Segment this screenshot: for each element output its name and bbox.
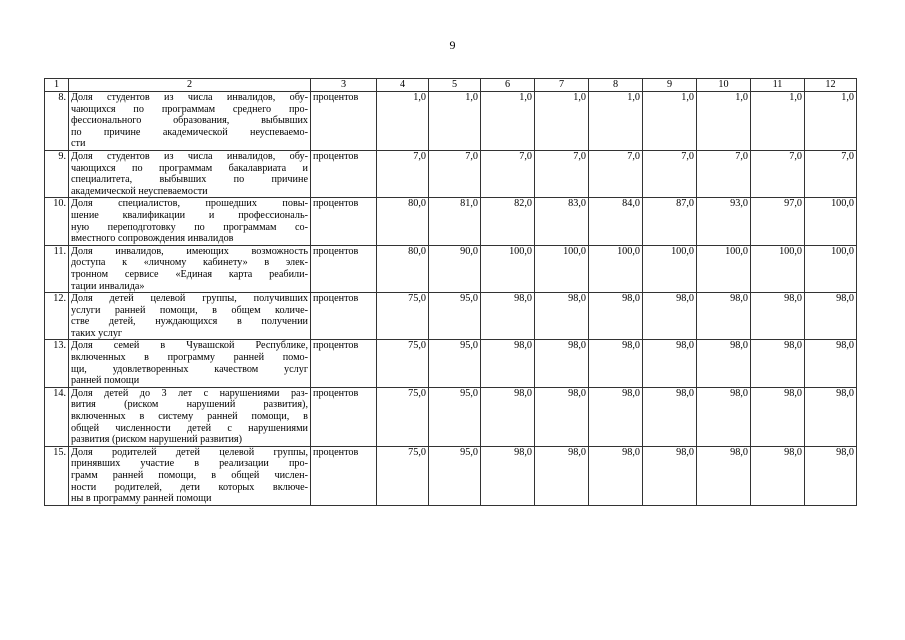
indicator-name-line: Доля детей до 3 лет с нарушениями раз- (71, 387, 308, 399)
table-row (45, 198, 857, 245)
indicator-name-line: грамм ранней помощи, в общей числен- (71, 470, 308, 481)
indicator-name-line: развития (риском нарушений развития) (71, 434, 243, 446)
header-cell: 6 (481, 79, 535, 92)
value-cell: 98,0 (643, 446, 697, 505)
value-cell: 1,0 (643, 92, 697, 151)
indicator-name (69, 245, 311, 292)
value-cell: 97,0 (751, 198, 805, 245)
indicator-name-line: ранней помощи (71, 375, 140, 387)
value-cell: 98,0 (589, 293, 643, 340)
value-cell: 98,0 (535, 340, 589, 387)
indicator-name (69, 387, 311, 446)
value-cell: 95,0 (429, 293, 481, 340)
indicator-name (69, 150, 311, 197)
indicator-name (69, 446, 311, 505)
header-cell: 8 (589, 79, 643, 92)
value-cell: 98,0 (481, 340, 535, 387)
indicator-name-line: стве детей, нуждающихся в получении (71, 316, 308, 328)
value-cell: 100,0 (589, 245, 643, 292)
value-cell: 98,0 (481, 293, 535, 340)
row-number: 12. (45, 293, 69, 340)
indicator-name-line: включенных в программу ранней помо- (71, 352, 308, 364)
value-cell: 7,0 (377, 150, 429, 197)
value-cell: 7,0 (535, 150, 589, 197)
value-cell: 1,0 (429, 92, 481, 151)
indicator-name-line: сти (71, 138, 86, 150)
value-cell: 1,0 (377, 92, 429, 151)
indicator-name-line: ную переподготовку по программам со- (71, 221, 308, 233)
value-cell: 1,0 (481, 92, 535, 151)
indicator-name-line: тации инвалида» (71, 280, 145, 292)
value-cell: 98,0 (697, 446, 751, 505)
value-cell: 7,0 (429, 150, 481, 197)
value-cell: 100,0 (643, 245, 697, 292)
value-cell: 82,0 (481, 198, 535, 245)
value-cell: 95,0 (429, 446, 481, 505)
value-cell: 87,0 (643, 198, 697, 245)
value-cell: 98,0 (643, 387, 697, 446)
row-number: 11. (45, 245, 69, 292)
indicator-name-line: Доля студентов из числа инвалидов, обу- (71, 92, 308, 103)
table-row (45, 387, 857, 446)
table-row (45, 446, 857, 505)
indicators-table (44, 78, 857, 506)
indicator-name-line: Доля детей целевой группы, получивших (71, 293, 308, 305)
header-cell: 4 (377, 79, 429, 92)
value-cell: 7,0 (751, 150, 805, 197)
indicator-name-line: фессионального образования, выбывших (71, 115, 308, 127)
header-row (45, 79, 857, 92)
value-cell: 98,0 (751, 446, 805, 505)
indicator-name (69, 293, 311, 340)
table-row (45, 340, 857, 387)
value-cell: 100,0 (697, 245, 751, 292)
row-number: 9. (45, 150, 69, 197)
unit-cell: процентов (311, 340, 377, 387)
value-cell: 90,0 (429, 245, 481, 292)
value-cell: 98,0 (535, 446, 589, 505)
unit-cell: процентов (311, 446, 377, 505)
value-cell: 98,0 (751, 293, 805, 340)
value-cell: 75,0 (377, 340, 429, 387)
value-cell: 98,0 (751, 340, 805, 387)
value-cell: 80,0 (377, 245, 429, 292)
row-number: 13. (45, 340, 69, 387)
header-cell: 10 (697, 79, 751, 92)
value-cell: 98,0 (805, 293, 857, 340)
indicator-name-line: академической неуспеваемости (71, 185, 208, 197)
value-cell: 7,0 (697, 150, 751, 197)
row-number: 15. (45, 446, 69, 505)
value-cell: 75,0 (377, 387, 429, 446)
indicator-name-line: ны в программу ранней помощи (71, 493, 212, 505)
value-cell: 7,0 (481, 150, 535, 197)
value-cell: 7,0 (589, 150, 643, 197)
header-cell: 2 (69, 79, 311, 92)
value-cell: 98,0 (697, 293, 751, 340)
value-cell: 1,0 (589, 92, 643, 151)
value-cell: 98,0 (643, 340, 697, 387)
indicator-name-line: чающихся по программам бакалавриата и (71, 162, 308, 174)
value-cell: 98,0 (535, 293, 589, 340)
value-cell: 95,0 (429, 387, 481, 446)
unit-cell: процентов (311, 245, 377, 292)
value-cell: 98,0 (805, 387, 857, 446)
row-number: 14. (45, 387, 69, 446)
unit-cell: процентов (311, 198, 377, 245)
indicator-name-line: специалитета, выбывших по причине (71, 174, 308, 186)
indicator-name-line: общей численности детей с нарушениями (71, 422, 308, 434)
value-cell: 100,0 (535, 245, 589, 292)
value-cell: 98,0 (481, 446, 535, 505)
value-cell: 1,0 (805, 92, 857, 151)
value-cell: 83,0 (535, 198, 589, 245)
value-cell: 81,0 (429, 198, 481, 245)
value-cell: 98,0 (589, 340, 643, 387)
value-cell: 98,0 (589, 446, 643, 505)
indicator-name (69, 92, 311, 151)
value-cell: 100,0 (481, 245, 535, 292)
value-cell: 100,0 (805, 245, 857, 292)
value-cell: 98,0 (589, 387, 643, 446)
indicator-name-line: Доля специалистов, прошедших повы- (71, 198, 308, 210)
table-body (45, 79, 857, 506)
value-cell: 98,0 (697, 387, 751, 446)
header-cell: 1 (45, 79, 69, 92)
value-cell: 93,0 (697, 198, 751, 245)
value-cell: 75,0 (377, 446, 429, 505)
unit-cell: процентов (311, 150, 377, 197)
indicator-name-line: таких услуг (71, 327, 123, 339)
table-row (45, 92, 857, 151)
value-cell: 84,0 (589, 198, 643, 245)
indicator-name (69, 198, 311, 245)
value-cell: 98,0 (805, 446, 857, 505)
indicator-name-line: Доля родителей детей целевой группы, (71, 446, 308, 458)
indicator-name-line: ности родителей, дети которых включе- (71, 481, 308, 493)
indicator-name-line: Доля семей в Чувашской Республике, (71, 340, 308, 352)
header-cell: 5 (429, 79, 481, 92)
indicator-name (69, 340, 311, 387)
indicator-name-line: Доля студентов из числа инвалидов, обу- (71, 150, 308, 162)
value-cell: 1,0 (751, 92, 805, 151)
value-cell: 95,0 (429, 340, 481, 387)
header-cell: 3 (311, 79, 377, 92)
value-cell: 7,0 (805, 150, 857, 197)
value-cell: 98,0 (535, 387, 589, 446)
table-row (45, 293, 857, 340)
value-cell: 100,0 (751, 245, 805, 292)
value-cell: 7,0 (643, 150, 697, 197)
indicator-name-line: шение квалификации и профессиональ- (71, 209, 308, 221)
header-cell: 11 (751, 79, 805, 92)
value-cell: 98,0 (481, 387, 535, 446)
header-cell: 9 (643, 79, 697, 92)
value-cell: 98,0 (643, 293, 697, 340)
value-cell: 1,0 (535, 92, 589, 151)
page-number: 9 (449, 38, 456, 52)
indicator-name-line: услуги ранней помощи, в общем количе- (71, 304, 308, 316)
value-cell: 98,0 (697, 340, 751, 387)
value-cell: 100,0 (805, 198, 857, 245)
indicator-name-line: щи, удовлетворенных качеством услуг (71, 363, 308, 375)
indicator-name-line: Доля инвалидов, имеющих возможность (71, 245, 308, 257)
indicator-name-line: по причине академической неуспеваемо- (71, 126, 308, 138)
indicator-name-line: вития (риском нарушений развития), (71, 399, 308, 411)
indicator-name-line: доступа к «личному кабинету» в элек- (71, 257, 308, 269)
row-number: 8. (45, 92, 69, 151)
unit-cell: процентов (311, 387, 377, 446)
value-cell: 1,0 (697, 92, 751, 151)
unit-cell: процентов (311, 92, 377, 151)
value-cell: 80,0 (377, 198, 429, 245)
unit-cell: процентов (311, 293, 377, 340)
table-row (45, 150, 857, 197)
header-cell: 12 (805, 79, 857, 92)
value-cell: 98,0 (751, 387, 805, 446)
value-cell: 75,0 (377, 293, 429, 340)
indicator-name-line: принявших участие в реализации про- (71, 458, 308, 470)
table-row (45, 245, 857, 292)
value-cell: 98,0 (805, 340, 857, 387)
indicator-name-line: чающихся по программам среднего про- (71, 103, 308, 115)
indicator-name-line: включенных в систему ранней помощи, в (71, 411, 308, 423)
header-cell: 7 (535, 79, 589, 92)
indicator-name-line: тронном сервисе «Единая карта реабили- (71, 268, 308, 280)
indicator-name-line: вместного сопровождения инвалидов (71, 233, 234, 245)
row-number: 10. (45, 198, 69, 245)
